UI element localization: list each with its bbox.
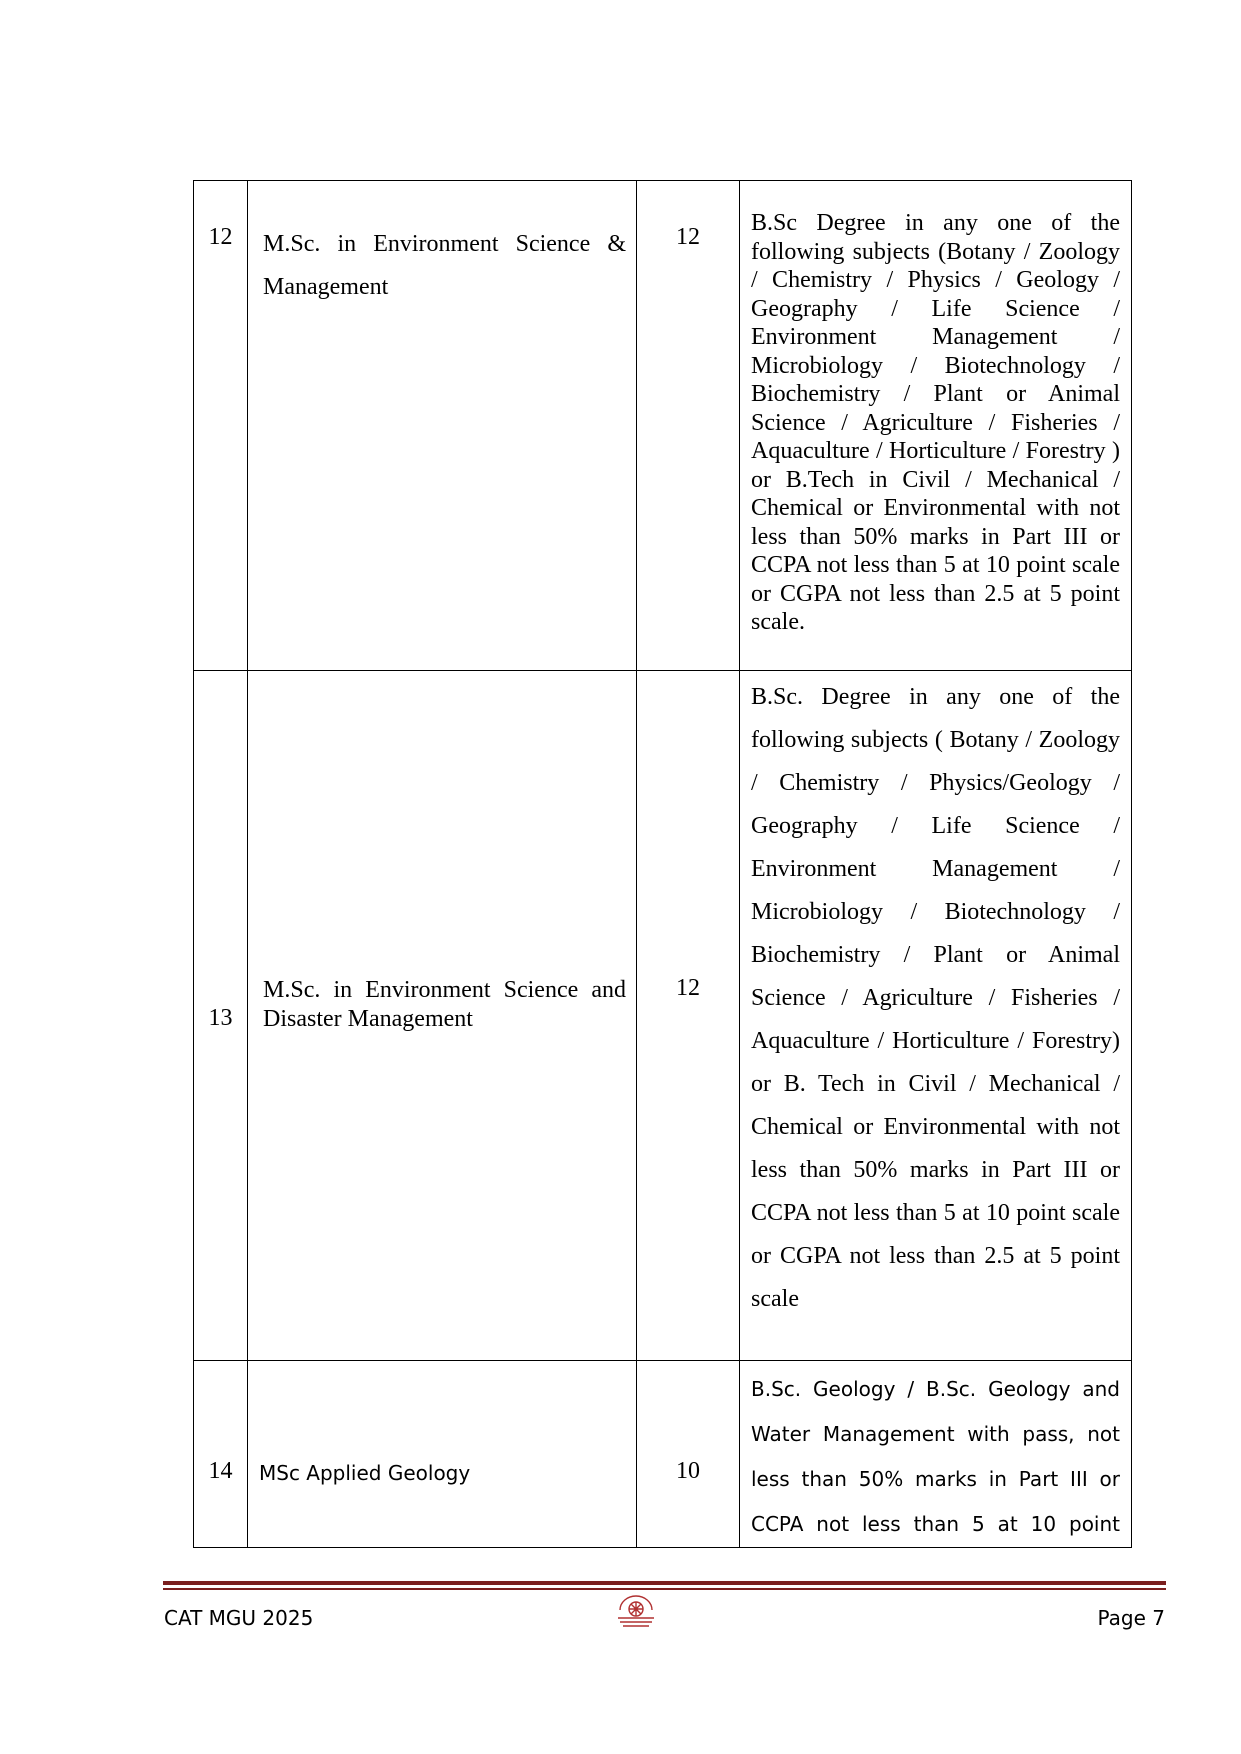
table-row — [194, 181, 1132, 671]
seat-count: 12 — [637, 671, 740, 1361]
seat-count: 10 — [637, 1361, 740, 1548]
eligibility-text: B.Sc Degree in any one of the following subjects (Botany / Zoology / Chemistry / Physics / Geology / Geography / Life Science / Environment Management / Microbiology / Biotechnology / Biochemistry / Plant or Animal Science / Agriculture / Fisheries / Aquaculture / Horticulture / Forestry ) or B.Tech in Civil / Mechanical / Chemical or Environmental with not less than 50% marks in Part III or CCPA not less than 5 at 10 point scale or CGPA not less than 2.5 at 5 point scale. — [740, 181, 1132, 671]
footer-divider — [163, 1581, 1166, 1585]
footer-title: CAT MGU 2025 — [164, 1606, 314, 1630]
seat-count: 12 — [637, 181, 740, 671]
programme-name: MSc Applied Geology — [248, 1361, 637, 1548]
course-table — [193, 180, 1132, 1548]
row-serial-number: 13 — [194, 671, 248, 1361]
programme-name: M.Sc. in Environment Science & Management — [248, 181, 637, 671]
table-row — [194, 671, 1132, 1361]
footer-divider-thin — [163, 1588, 1166, 1590]
row-serial-number: 14 — [194, 1361, 248, 1548]
row-serial-number: 12 — [194, 181, 248, 671]
table-row — [194, 1361, 1132, 1548]
page-number: Page 7 — [1097, 1606, 1165, 1630]
eligibility-text: B.Sc. Degree in any one of the following subjects ( Botany / Zoology / Chemistry / Physics/Geology / Geography / Life Science / Environment Management / Microbiology / Biotechnology / Biochemistry / Plant or Animal Science / Agriculture / Fisheries / Aquaculture / Horticulture / Forestry) or B. Tech in Civil / Mechanical / Chemical or Environmental with not less than 50% marks in Part III or CCPA not less than 5 at 10 point scale or CGPA not less than 2.5 at 5 point scale — [740, 671, 1132, 1361]
eligibility-text: B.Sc. Geology / B.Sc. Geology and Water Management with pass, not less than 50% marks in Part III or CCPA not less than 5 at 10 point — [740, 1361, 1132, 1548]
programme-name: M.Sc. in Environment Science and Disaster Management — [248, 671, 637, 1361]
university-emblem-icon — [615, 1592, 657, 1628]
